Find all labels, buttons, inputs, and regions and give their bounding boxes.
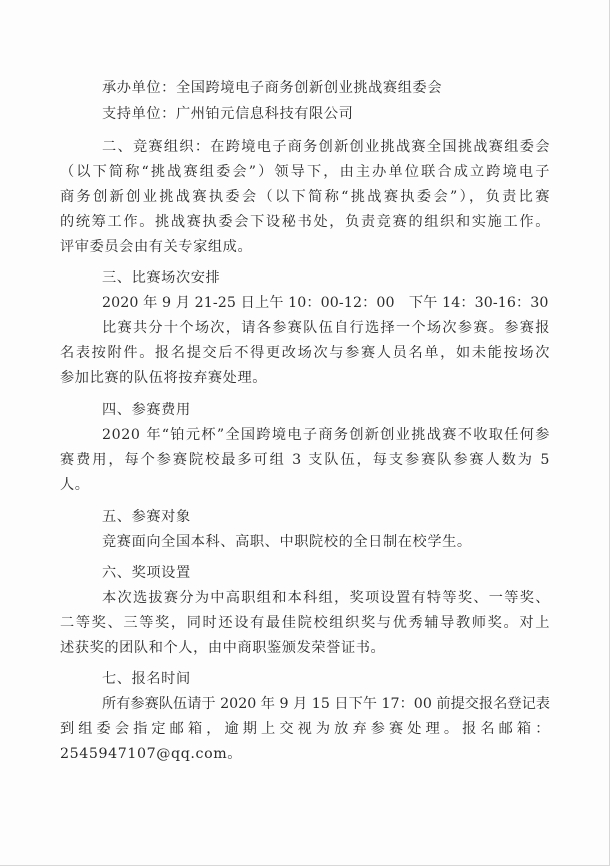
section2-line-2: （以下简称“挑战赛组委会”）领导下，由主办单位联合成立跨境电子 xyxy=(60,164,550,180)
section6-line-3: 述获奖的团队和个人，由中商职鉴颁发荣誉证书。 xyxy=(60,640,386,656)
section2-line-4: 的统筹工作。挑战赛执委会下设秘书处，负责竞赛的组织和实施工作。 xyxy=(60,214,550,230)
section4-heading: 四、参赛费用 xyxy=(102,402,191,418)
supporter-line: 支持单位：广州铂元信息科技有限公司 xyxy=(102,106,354,122)
section3-line-3: 参加比赛的队伍将按弃赛处理。 xyxy=(60,370,268,386)
section6-heading: 六、奖项设置 xyxy=(102,565,191,581)
section2-line-3: 商务创新创业挑战赛执委会（以下简称“挑战赛执委会”），负责比赛 xyxy=(60,189,550,205)
section3-schedule: 2020 年 9 月 21-25 日上午 10：00-12：00 下午 14：30-16：30 xyxy=(102,295,549,311)
section7-heading: 七、报名时间 xyxy=(102,671,191,687)
section4-line-2: 赛费用，每个参赛院校最多可组 3 支队伍，每支参赛队参赛人数为 5 xyxy=(60,452,550,468)
section6-line-2: 二等奖、三等奖，同时还设有最佳院校组织奖与优秀辅导教师奖。对上 xyxy=(60,615,550,631)
section7-email-line: 2545947107@qq.com。 xyxy=(60,746,243,762)
section3-line-1: 比赛共分十个场次，请各参赛队伍自行选择一个场次参赛。参赛报 xyxy=(102,320,550,336)
section2-line-5: 评审委员会由有关专家组成。 xyxy=(60,239,253,255)
section5-line-1: 竞赛面向全国本科、高职、中职院校的全日制在校学生。 xyxy=(102,534,472,550)
section4-line-1: 2020 年“铂元杯”全国跨境电子商务创新创业挑战赛不收取任何参 xyxy=(102,427,550,443)
section4-line-3: 人。 xyxy=(60,477,90,493)
section6-line-1: 本次选拔赛分为中高职组和本科组，奖项设置有特等奖、一等奖、 xyxy=(102,590,550,606)
organizer-line: 承办单位：全国跨境电子商务创新创业挑战赛组委会 xyxy=(102,80,443,96)
section3-line-2: 名表按附件。报名提交后不得更改场次与参赛人员名单，如未能按场次 xyxy=(60,345,550,361)
section7-line-2: 到组委会指定邮箱，逾期上交视为放弃参赛处理。报名邮箱： xyxy=(60,721,550,737)
section3-heading: 三、比赛场次安排 xyxy=(102,270,221,286)
section5-heading: 五、参赛对象 xyxy=(102,509,191,525)
section2-line-1: 二、竞赛组织：在跨境电子商务创新创业挑战赛全国挑战赛组委会 xyxy=(102,139,550,155)
section7-line-1: 所有参赛队伍请于 2020 年 9 月 15 日下午 17：00 前提交报名登记表 xyxy=(102,696,550,712)
